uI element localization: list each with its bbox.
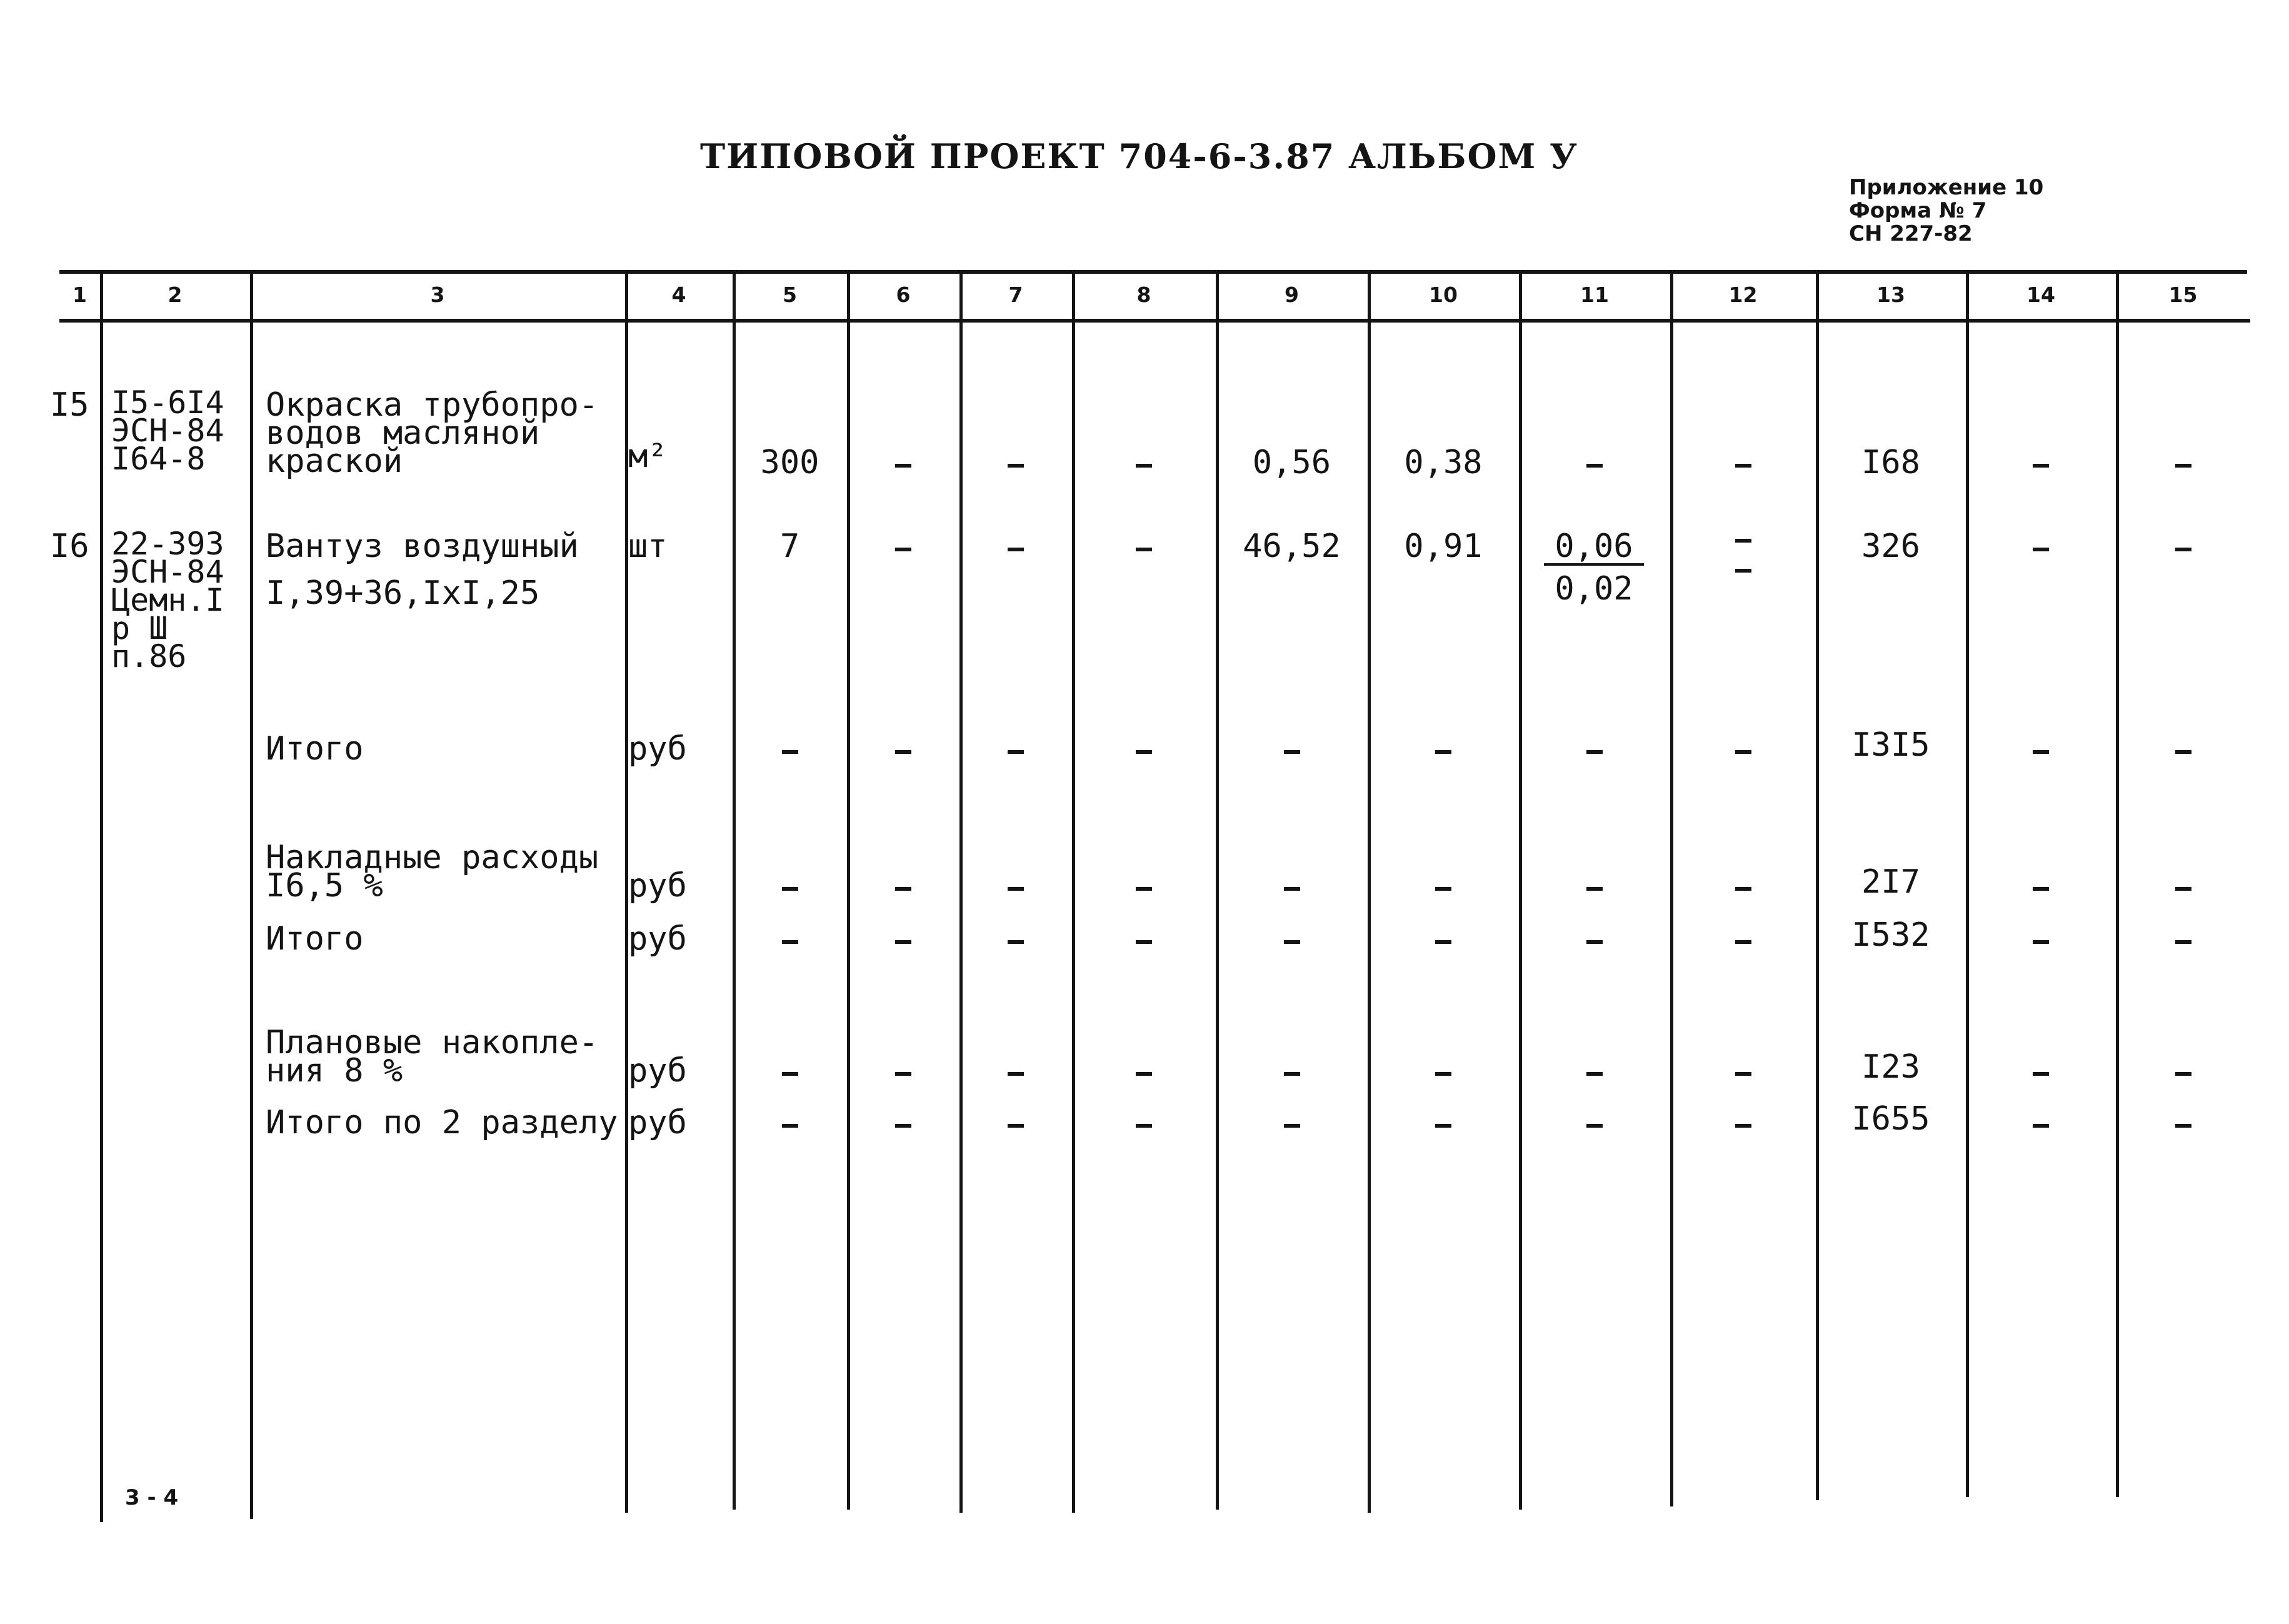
unit: руб xyxy=(628,867,687,905)
column-number: 14 xyxy=(2026,283,2055,307)
column-number: 10 xyxy=(1429,283,1458,307)
dash-mark xyxy=(2033,464,2049,468)
dash-mark xyxy=(1435,940,1451,944)
dash-mark xyxy=(895,750,911,754)
dash-mark xyxy=(1735,940,1751,944)
dash-mark xyxy=(782,750,798,754)
unit: руб xyxy=(628,920,687,958)
page-number: 3 - 4 xyxy=(125,1485,179,1510)
dash-mark xyxy=(1435,1124,1451,1128)
dash-mark xyxy=(1284,940,1300,944)
column-divider xyxy=(250,270,253,1519)
dash-mark xyxy=(1735,887,1751,891)
appendix-note xyxy=(1849,176,2043,246)
appendix-line: Приложение 10 xyxy=(1849,175,2044,200)
total-cost: I23 xyxy=(1861,1048,1920,1086)
dash-mark xyxy=(1435,887,1451,891)
dash-mark xyxy=(1008,1072,1024,1076)
column-number: 13 xyxy=(1876,283,1905,307)
unit: руб xyxy=(628,1052,687,1090)
dash-mark xyxy=(782,940,798,944)
dash-mark xyxy=(1735,539,1751,543)
total-cost: I3I5 xyxy=(1851,726,1930,764)
total-label: Итого xyxy=(266,920,364,958)
total-cost: I532 xyxy=(1851,916,1930,954)
unit: руб xyxy=(628,730,687,768)
dash-mark xyxy=(1008,1124,1024,1128)
dash-mark xyxy=(1435,750,1451,754)
column-number: 8 xyxy=(1136,283,1151,307)
dash-mark xyxy=(782,887,798,891)
work-name: Вантуз воздушный xyxy=(266,528,579,565)
dash-mark xyxy=(1136,750,1152,754)
quantity: 300 xyxy=(760,444,819,481)
norm-code: ЭСН-84 xyxy=(111,554,224,590)
dash-mark xyxy=(1586,1072,1603,1076)
total-label: Плановые накопле- xyxy=(266,1024,599,1061)
document-title: ТИПОВОЙ ПРОЕКТ 704-6-3.87 АЛЬБОМ У xyxy=(700,136,1578,176)
dash-mark xyxy=(895,1072,911,1076)
col11-value-top: 0,06 xyxy=(1544,530,1644,566)
dash-mark xyxy=(2175,1124,2191,1128)
work-name: краской xyxy=(266,443,403,480)
column-number: 4 xyxy=(671,283,686,307)
dash-mark xyxy=(1284,1072,1300,1076)
dash-mark xyxy=(1735,464,1751,468)
dash-mark xyxy=(1136,548,1152,551)
column-number: 6 xyxy=(896,283,911,307)
dash-mark xyxy=(1586,464,1603,468)
norm-code: р Ш xyxy=(111,610,168,646)
dash-mark xyxy=(1136,1124,1152,1128)
dash-mark xyxy=(782,1072,798,1076)
header-bottom-rule xyxy=(59,319,2250,323)
appendix-line: СН 227-82 xyxy=(1849,221,1973,246)
dash-mark xyxy=(1008,464,1024,468)
unit-cost: 46,52 xyxy=(1243,528,1341,565)
dash-mark xyxy=(1008,940,1024,944)
dash-mark xyxy=(1586,940,1603,944)
dash-mark xyxy=(1008,750,1024,754)
row-number: I6 xyxy=(50,528,89,565)
column-divider xyxy=(2116,270,2119,1497)
dash-mark xyxy=(1435,1072,1451,1076)
column-number: 1 xyxy=(73,283,87,307)
dash-mark xyxy=(895,548,911,551)
dash-mark xyxy=(2033,887,2049,891)
total-cost: I68 xyxy=(1861,444,1920,481)
wage-cost: 0,38 xyxy=(1404,444,1483,481)
dash-mark xyxy=(895,887,911,891)
norm-code: Цемн.I xyxy=(111,582,224,618)
work-name: водов масляной xyxy=(266,414,540,452)
unit: м² xyxy=(628,438,668,475)
column-divider xyxy=(847,270,850,1510)
total-cost: 2I7 xyxy=(1861,863,1920,901)
wage-cost: 0,91 xyxy=(1404,528,1483,565)
column-number: 2 xyxy=(168,283,183,307)
dash-mark xyxy=(1284,750,1300,754)
dash-mark xyxy=(2033,940,2049,944)
total-label: ния 8 % xyxy=(266,1052,403,1090)
dash-mark xyxy=(1136,887,1152,891)
dash-mark xyxy=(2033,1072,2049,1076)
dash-mark xyxy=(2033,548,2049,551)
dash-mark xyxy=(2033,1124,2049,1128)
header-top-rule xyxy=(59,270,2247,274)
dash-mark xyxy=(895,1124,911,1128)
norm-code: I64-8 xyxy=(111,441,206,477)
dash-mark xyxy=(1735,1072,1751,1076)
dash-mark xyxy=(2175,887,2191,891)
norm-code: I5-6I4 xyxy=(111,384,224,421)
dash-mark xyxy=(1735,750,1751,754)
dash-mark xyxy=(895,464,911,468)
work-name: I,39+36,IxI,25 xyxy=(266,574,540,612)
unit-cost: 0,56 xyxy=(1252,444,1331,481)
dash-mark xyxy=(1008,887,1024,891)
column-divider xyxy=(100,270,103,1522)
dash-mark xyxy=(1284,1124,1300,1128)
dash-mark xyxy=(1136,940,1152,944)
column-number: 5 xyxy=(783,283,797,307)
column-divider xyxy=(1966,270,1969,1497)
dash-mark xyxy=(1586,750,1603,754)
column-number: 3 xyxy=(430,283,445,307)
total-label: Итого xyxy=(266,730,364,768)
dash-mark xyxy=(895,940,911,944)
total-label: Накладные расходы xyxy=(266,839,599,876)
norm-code: 22-393 xyxy=(111,526,224,562)
norm-code: п.86 xyxy=(111,638,187,674)
unit: руб xyxy=(628,1104,687,1141)
appendix-line: Форма № 7 xyxy=(1849,198,1987,223)
quantity: 7 xyxy=(779,528,800,565)
column-divider xyxy=(959,270,963,1513)
dash-mark xyxy=(1008,548,1024,551)
dash-mark xyxy=(1136,464,1152,468)
dash-mark xyxy=(1136,1072,1152,1076)
dash-mark xyxy=(782,1124,798,1128)
dash-mark xyxy=(2175,1072,2191,1076)
dash-mark xyxy=(2175,464,2191,468)
norm-code: ЭСН-84 xyxy=(111,413,224,449)
dash-mark xyxy=(2175,940,2191,944)
col11-value-bottom: 0,02 xyxy=(1555,570,1633,608)
dash-mark xyxy=(1735,1124,1751,1128)
column-divider xyxy=(1072,270,1075,1513)
dash-mark xyxy=(1586,887,1603,891)
total-cost: I655 xyxy=(1851,1100,1930,1138)
dash-mark xyxy=(1586,1124,1603,1128)
dash-mark xyxy=(2175,548,2191,551)
column-number: 7 xyxy=(1008,283,1023,307)
column-number: 15 xyxy=(2168,283,2198,307)
row-number: I5 xyxy=(50,386,89,424)
dash-mark xyxy=(1735,569,1751,573)
total-label: Итого по 2 разделу xyxy=(266,1104,618,1141)
dash-mark xyxy=(2175,750,2191,754)
dash-mark xyxy=(2033,750,2049,754)
column-divider xyxy=(1519,270,1522,1510)
column-number: 9 xyxy=(1285,283,1299,307)
unit: шт xyxy=(628,528,668,565)
column-number: 12 xyxy=(1728,283,1758,307)
column-number: 11 xyxy=(1580,283,1609,307)
dash-mark xyxy=(1284,887,1300,891)
total-label: I6,5 % xyxy=(266,867,383,905)
work-name: Окраска трубопро- xyxy=(266,386,599,424)
total-cost: 326 xyxy=(1861,528,1920,565)
column-divider xyxy=(1670,270,1673,1506)
